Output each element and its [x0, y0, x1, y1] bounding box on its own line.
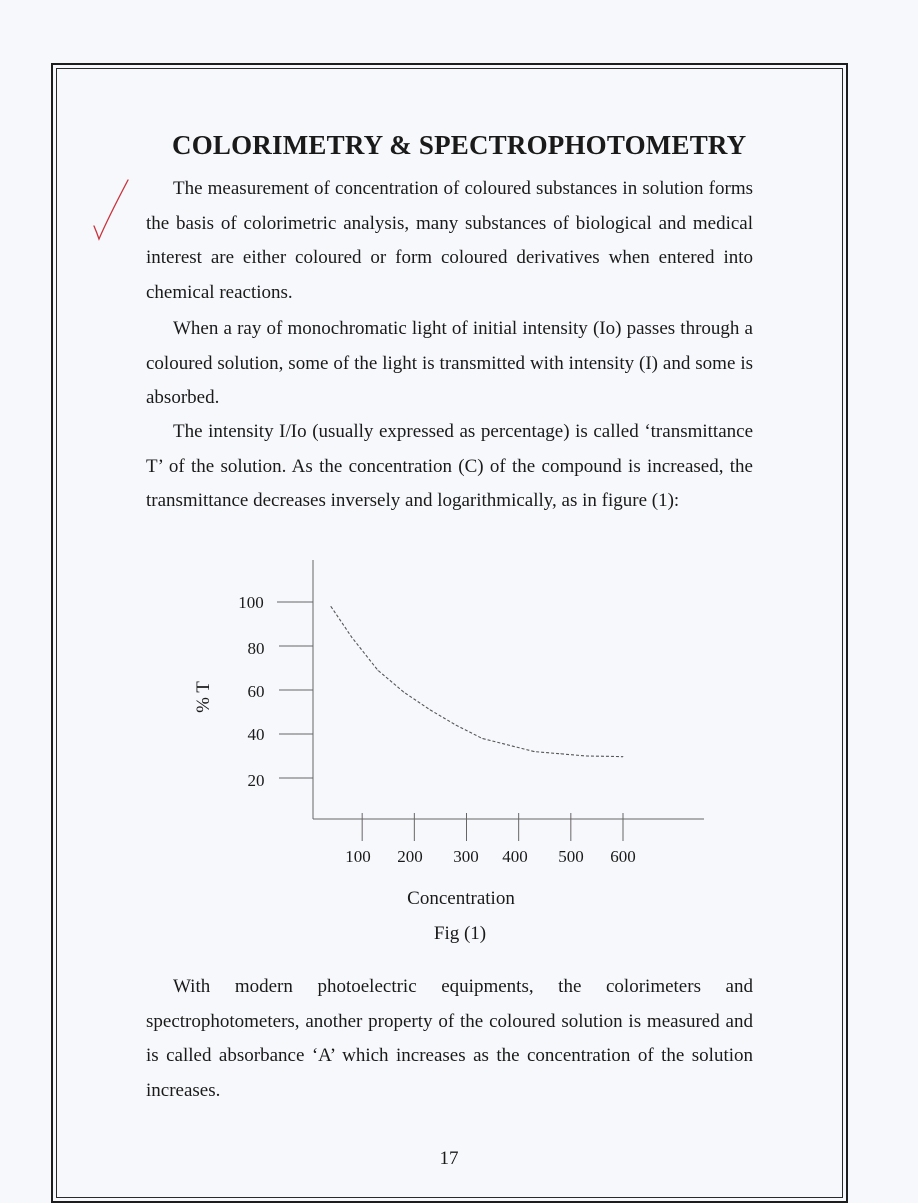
x-tick-label-200: 200 [397, 847, 423, 866]
paragraph-light-ray: When a ray of monochromatic light of initial intensity (Io) passes through a coloured solution, some of the light is transmitted with intensity (I) and some is absorbed. [146, 318, 753, 408]
x-tick-label-400: 400 [502, 847, 528, 866]
y-tick-label-60: 60 [247, 682, 265, 701]
x-tick-label-100: 100 [345, 847, 371, 866]
paragraph-absorbance: With modern photoelectric equipments, the colorimeters and spectrophotometers, another property of the coloured solution is measured and is called absorbance ‘A’ which increases as the concentration of the solution increases. [146, 976, 753, 1101]
x-tick-label-300: 300 [453, 847, 479, 866]
y-axis-label: % T [193, 681, 214, 713]
page-number: 17 [439, 1148, 459, 1169]
x-tick-label-600: 600 [610, 847, 636, 866]
figure-caption: Fig (1) [433, 923, 487, 944]
y-tick-label-20: 20 [247, 771, 265, 790]
page-title: COLORIMETRY & SPECTROPHOTOMETRY [172, 130, 747, 160]
y-tick-label-40: 40 [247, 725, 265, 744]
y-tick-label-80: 80 [247, 639, 265, 658]
x-axis-label: Concentration [407, 888, 515, 909]
x-tick-label-500: 500 [558, 847, 584, 866]
check-mark-icon [86, 172, 136, 242]
paragraph-intro: The measurement of concentration of coloured substances in solution forms the basis of colorimetric analysis, many substances of biological and medical interest are either coloured or form coloured derivatives when entered into chemical reactions. [146, 178, 753, 303]
paragraph-transmittance: The intensity I/Io (usually expressed as percentage) is called ‘transmittance T’ of the solution. As the concentration (C) of the compound is increased, the transmittance decreases inversely and logarithmically, as in figure (1): [146, 421, 753, 511]
y-tick-label-100: 100 [238, 593, 264, 612]
